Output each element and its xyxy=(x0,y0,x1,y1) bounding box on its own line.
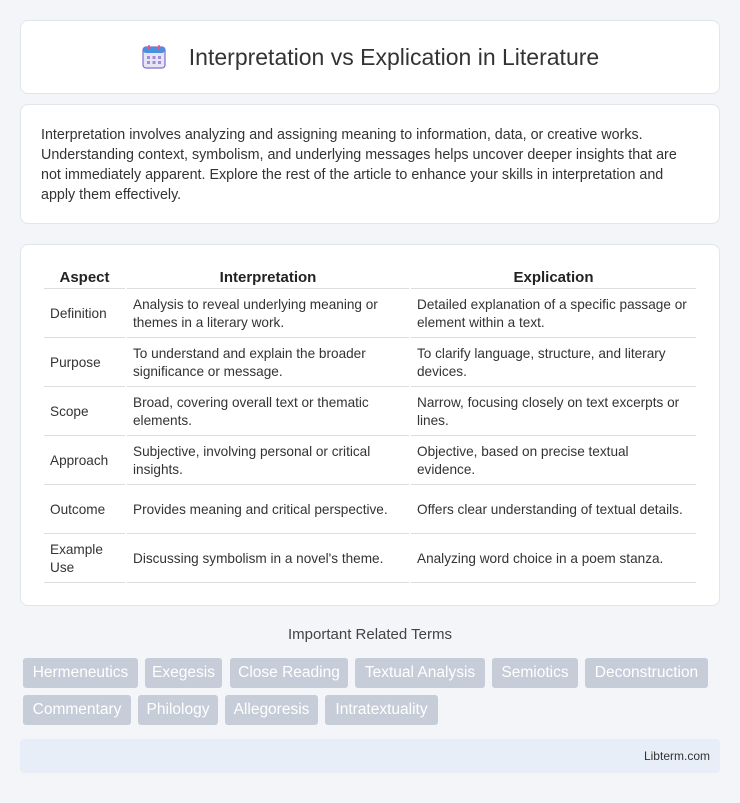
tag-intratextuality[interactable]: Intratextuality xyxy=(325,695,438,725)
interpretation-cell: Broad, covering overall text or thematic elements. xyxy=(127,389,409,436)
explication-cell: To clarify language, structure, and literary devices. xyxy=(411,340,696,387)
explication-cell: Analyzing word choice in a poem stanza. xyxy=(411,536,696,583)
row-aspect-cell: Example Use xyxy=(44,536,125,583)
tag-textual-analysis[interactable]: Textual Analysis xyxy=(355,658,485,688)
explication-cell: Detailed explanation of a specific passage or element within a text. xyxy=(411,291,696,338)
column-header-explication: Explication xyxy=(411,267,696,289)
tag-semiotics[interactable]: Semiotics xyxy=(492,658,578,688)
table-row xyxy=(44,389,696,436)
calendar-icon xyxy=(141,44,167,70)
tag-exegesis[interactable]: Exegesis xyxy=(145,658,222,688)
tag-commentary[interactable]: Commentary xyxy=(23,695,131,725)
interpretation-cell: Discussing symbolism in a novel's theme. xyxy=(127,536,409,583)
footer-site-link[interactable]: Libterm.com xyxy=(643,749,710,763)
tag-allegoresis[interactable]: Allegoresis xyxy=(225,695,318,725)
page-title: Interpretation vs Explication in Literature xyxy=(188,43,600,70)
row-aspect-cell: Outcome xyxy=(44,487,125,534)
interpretation-cell: To understand and explain the broader significance or message. xyxy=(127,340,409,387)
tag-close-reading[interactable]: Close Reading xyxy=(230,658,348,688)
table-row xyxy=(44,438,696,485)
intro-text: Interpretation involves analyzing and assigning meaning to information, data, or creative works. Understanding context, symbolism, and underlying messages helps uncover deeper insights that are not immediately apparent. Explore the rest of the article to enhance your skills in interpretation and apply them effectively. xyxy=(41,127,677,203)
comparison-table-card xyxy=(20,244,720,606)
row-aspect-cell: Scope xyxy=(44,389,125,436)
table-row xyxy=(44,291,696,338)
tag-deconstruction[interactable]: Deconstruction xyxy=(585,658,708,688)
table-header-row xyxy=(44,267,696,289)
row-aspect-cell: Definition xyxy=(44,291,125,338)
interpretation-cell: Provides meaning and critical perspective. xyxy=(127,487,409,534)
explication-cell: Narrow, focusing closely on text excerpts or lines. xyxy=(411,389,696,436)
column-header-aspect: Aspect xyxy=(44,267,125,289)
interpretation-cell: Subjective, involving personal or critical insights. xyxy=(127,438,409,485)
explication-cell: Objective, based on precise textual evidence. xyxy=(411,438,696,485)
related-terms-title: Important Related Terms xyxy=(288,626,452,643)
table-row xyxy=(44,536,696,583)
row-aspect-cell: Approach xyxy=(44,438,125,485)
row-aspect-cell: Purpose xyxy=(44,340,125,387)
tag-hermeneutics[interactable]: Hermeneutics xyxy=(23,658,138,688)
comparison-table xyxy=(42,265,698,585)
tag-philology[interactable]: Philology xyxy=(138,695,218,725)
table-row xyxy=(44,487,696,534)
explication-cell: Offers clear understanding of textual details. xyxy=(411,487,696,534)
column-header-interpretation: Interpretation xyxy=(127,267,409,289)
intro-card xyxy=(20,104,720,224)
header-card xyxy=(20,20,720,94)
footer xyxy=(20,739,720,773)
interpretation-cell: Analysis to reveal underlying meaning or themes in a literary work. xyxy=(127,291,409,338)
table-row xyxy=(44,340,696,387)
